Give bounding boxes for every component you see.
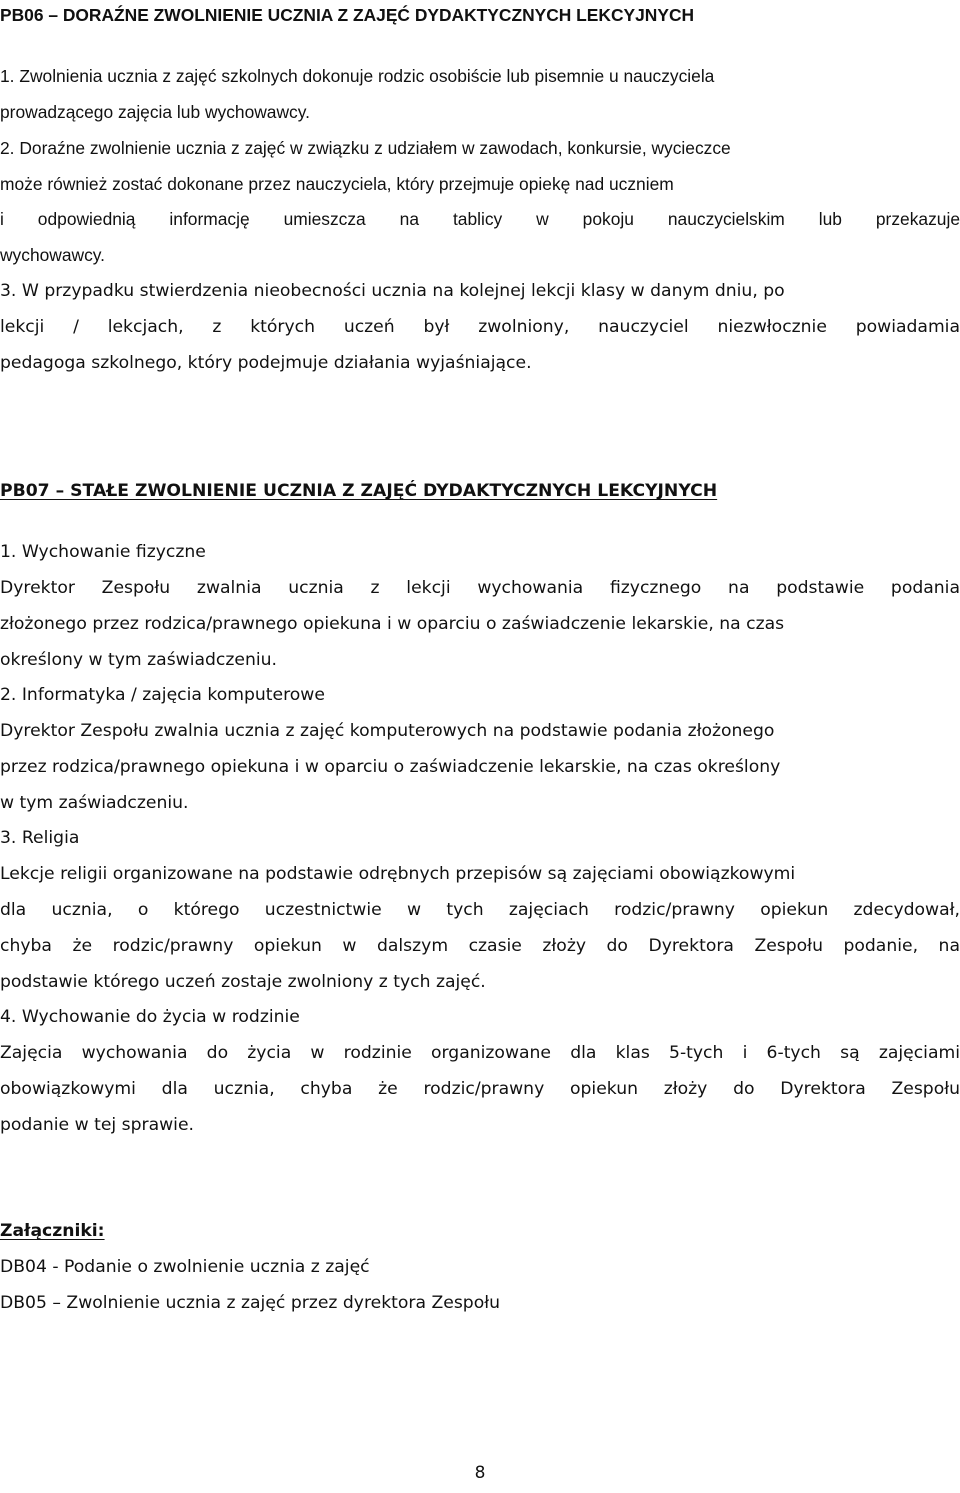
- subheading-it: 2. Informatyka / zajęcia komputerowe: [0, 685, 325, 705]
- paragraph-line: 3. W przypadku stwierdzenia nieobecności ucznia na kolejnej lekcji klasy w danym dniu, po: [0, 281, 785, 301]
- attachment-item: DB04 - Podanie o zwolnienie ucznia z zajęć: [0, 1257, 370, 1277]
- paragraph-line: wychowawcy.: [0, 245, 106, 265]
- paragraph-line: przez rodzica/prawnego opiekuna i w oparciu o zaświadczenie lekarskie, na czas określony: [0, 757, 781, 777]
- paragraph-line: podanie w tej sprawie.: [0, 1115, 194, 1135]
- page-number: 8: [474, 1463, 486, 1483]
- paragraph-line: pedagoga szkolnego, który podejmuje działania wyjaśniające.: [0, 353, 532, 373]
- paragraph-line: obowiązkowymi dla ucznia, chyba że rodzic/prawny opiekun złoży do Dyrektora Zespołu: [0, 1079, 960, 1099]
- paragraph-line: Dyrektor Zespołu zwalnia ucznia z lekcji wychowania fizycznego na podstawie podania: [0, 578, 960, 598]
- subheading-family-life: 4. Wychowanie do życia w rodzinie: [0, 1007, 300, 1027]
- paragraph-line: i odpowiednią informację umieszcza na tablicy w pokoju nauczycielskim lub przekazuje: [0, 209, 960, 229]
- paragraph-line: Zajęcia wychowania do życia w rodzinie organizowane dla klas 5-tych i 6-tych są zajęciami: [0, 1043, 960, 1063]
- paragraph-line: lekcji / lekcjach, z których uczeń był zwolniony, nauczyciel niezwłocznie powiadamia: [0, 317, 960, 337]
- paragraph-line: chyba że rodzic/prawny opiekun w dalszym czasie złoży do Dyrektora Zespołu podanie, na: [0, 936, 960, 956]
- paragraph-line: 1. Zwolnienia ucznia z zajęć szkolnych dokonuje rodzic osobiście lub pisemnie u nauczyciela: [0, 66, 715, 86]
- subheading-religion: 3. Religia: [0, 828, 80, 848]
- paragraph-line: w tym zaświadczeniu.: [0, 793, 189, 813]
- attachment-item: DB05 – Zwolnienie ucznia z zajęć przez dyrektora Zespołu: [0, 1293, 500, 1313]
- paragraph-line: podstawie którego uczeń zostaje zwolniony z tych zajęć.: [0, 972, 486, 992]
- paragraph-line: dla ucznia, o którego uczestnictwie w tych zajęciach rodzic/prawny opiekun zdecydował,: [0, 900, 960, 920]
- paragraph-line: złożonego przez rodzica/prawnego opiekuna i w oparciu o zaświadczenie lekarskie, na czas: [0, 614, 785, 634]
- section-heading-pb07: PB07 – STAŁE ZWOLNIENIE UCZNIA Z ZAJĘĆ DYDAKTYCZNYCH LEKCYJNYCH: [0, 481, 718, 501]
- paragraph-line: Lekcje religii organizowane na podstawie odrębnych przepisów są zajęciami obowiązkowymi: [0, 864, 796, 884]
- paragraph-line: prowadzącego zajęcia lub wychowawcy.: [0, 102, 310, 122]
- paragraph-line: może również zostać dokonane przez nauczyciela, który przejmuje opiekę nad uczniem: [0, 174, 674, 194]
- section-heading-pb06: PB06 – DORAŹNE ZWOLNIENIE UCZNIA Z ZAJĘĆ DYDAKTYCZNYCH LEKCYJNYCH: [0, 5, 695, 25]
- paragraph-line: określony w tym zaświadczeniu.: [0, 650, 277, 670]
- paragraph-line: 2. Doraźne zwolnienie ucznia z zajęć w związku z udziałem w zawodach, konkursie, wycieczce: [0, 138, 731, 158]
- subheading-pe: 1. Wychowanie fizyczne: [0, 542, 206, 562]
- paragraph-line: Dyrektor Zespołu zwalnia ucznia z zajęć komputerowych na podstawie podania złożonego: [0, 721, 775, 741]
- attachments-heading: Załączniki:: [0, 1221, 105, 1241]
